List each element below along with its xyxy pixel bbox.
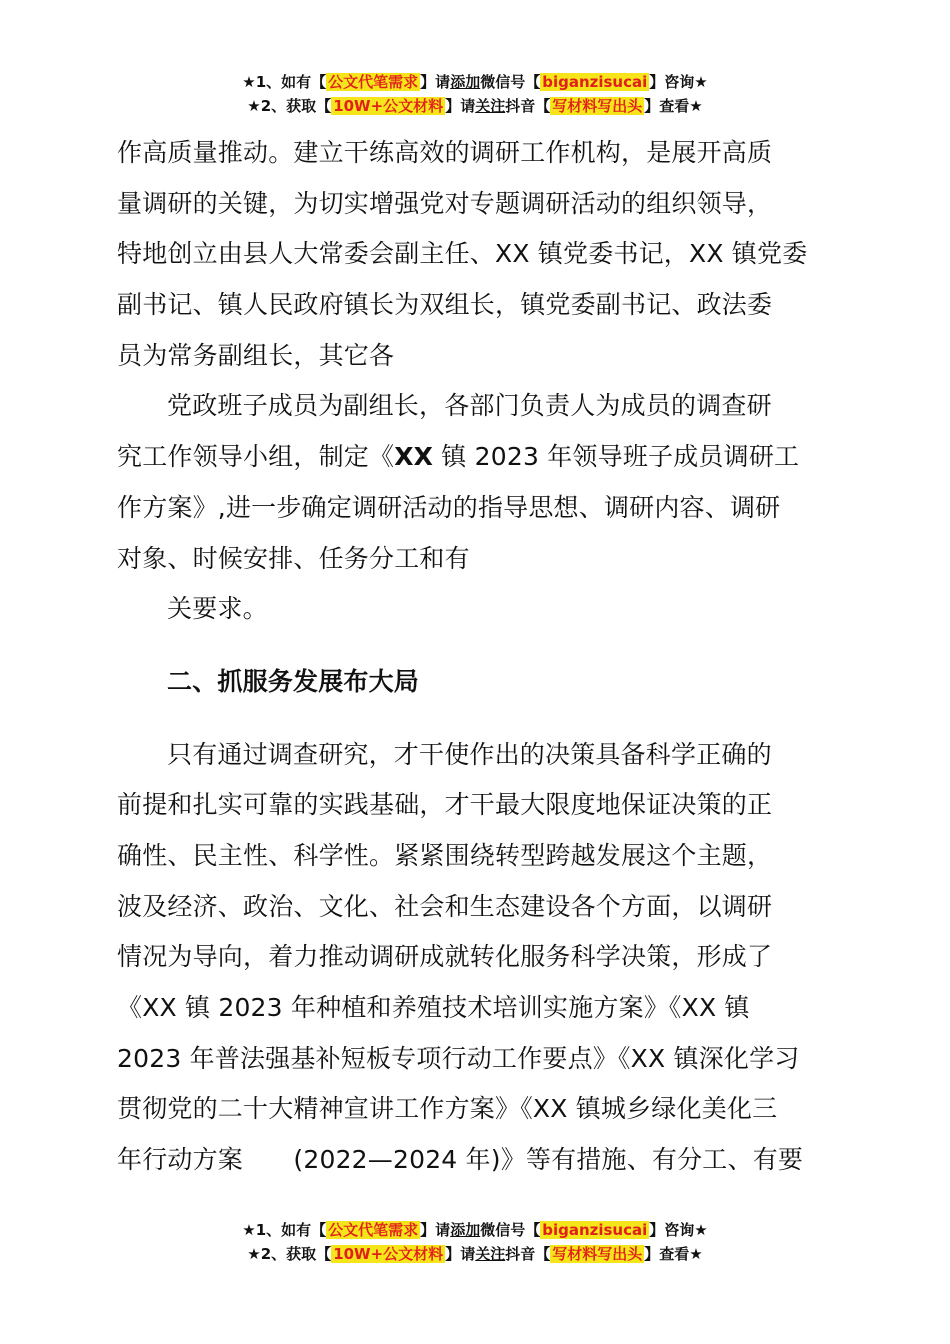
- banner-highlight-douyin: 写材料写出头: [552, 97, 643, 115]
- body-text: 究工作领导小组，制定《: [117, 442, 395, 472]
- banner-underline: 关注: [475, 1245, 506, 1263]
- footer-banner: [0, 1218, 950, 1266]
- banner-line-2: [0, 94, 950, 118]
- body-line: 波及经济、政治、文化、社会和生态建设各个方面，以调研: [117, 891, 773, 921]
- banner-text: 】咨询★: [649, 73, 708, 91]
- body-line: 作方案》,进一步确定调研活动的指导思想、调研内容、调研: [117, 492, 781, 522]
- banner-highlight-wechat: biganzisucai: [542, 73, 648, 91]
- banner-text: 】查看★: [644, 1245, 703, 1263]
- banner-underline: 添加: [450, 73, 481, 91]
- body-line: 副书记、镇人民政府镇长为双组长，镇党委副书记、政法委: [117, 290, 773, 320]
- banner-text: 抖音【: [505, 1245, 551, 1263]
- body-line: 确性、民主性、科学性。紧紧围绕转型跨越发展这个主题，: [117, 840, 773, 870]
- body-line: 贯彻党的二十大精神宣讲工作方案》《XX 镇城乡绿化美化三: [117, 1094, 778, 1124]
- body-line: 员为常务副组长，其它各: [117, 340, 395, 370]
- body-line: 情况为导向，着力推动调研成就转化服务科学决策，形成了: [117, 942, 773, 972]
- banner-text: 抖音【: [505, 97, 551, 115]
- body-line: 作高质量推动。建立干练高效的调研工作机构，是展开高质: [117, 138, 773, 167]
- banner-highlight-douyin: 写材料写出头: [552, 1245, 643, 1263]
- body-line: 只有通过调查研究，才干使作出的决策具备科学正确的: [167, 739, 772, 769]
- body-line: 年行动方案 (2022—2024 年)》等有措施、有分工、有要: [117, 1145, 804, 1175]
- body-line: [117, 432, 835, 483]
- banner-text: 微信号【: [480, 73, 541, 91]
- body-line: 关要求。: [167, 594, 268, 624]
- banner-highlight-wechat: biganzisucai: [542, 1221, 648, 1239]
- body-line: 党政班子成员为副组长，各部门负责人为成员的调查研: [167, 391, 772, 421]
- banner-text: 】咨询★: [649, 1221, 708, 1239]
- body-line: 前提和扎实可靠的实践基础，才干最大限度地保证决策的正: [117, 790, 773, 820]
- banner-text: 】查看★: [644, 97, 703, 115]
- banner-text: ★1、如有【: [242, 1221, 327, 1239]
- banner-line-2: [0, 1242, 950, 1266]
- body-line: 《XX 镇 2023 年种植和养殖技术培训实施方案》《XX 镇: [117, 993, 750, 1022]
- banner-text: ★2、获取【: [247, 1245, 332, 1263]
- banner-text: 】请: [420, 73, 451, 91]
- section-heading: 二、抓服务发展布大局: [167, 666, 420, 696]
- banner-text: 微信号【: [480, 1221, 541, 1239]
- body-line: 对象、时候安排、任务分工和有: [117, 543, 470, 573]
- banner-line-1: [0, 1218, 950, 1242]
- banner-underline: 添加: [450, 1221, 481, 1239]
- body-line: 特地创立由县人大常委会副主任、XX 镇党委书记，XX 镇党委: [117, 239, 808, 269]
- banner-highlight: 10W+公文材料: [333, 1245, 444, 1263]
- body-text: 镇 2023 年领导班子成员调研工: [433, 442, 800, 472]
- banner-line-1: [0, 70, 950, 94]
- banner-underline: 关注: [475, 97, 506, 115]
- banner-highlight: 公文代笔需求: [328, 73, 419, 91]
- banner-text: ★2、获取【: [247, 97, 332, 115]
- header-banner: [0, 70, 950, 118]
- banner-highlight: 10W+公文材料: [333, 97, 444, 115]
- banner-text: ★1、如有【: [242, 73, 327, 91]
- banner-text: 】请: [420, 1221, 451, 1239]
- banner-highlight: 公文代笔需求: [328, 1221, 419, 1239]
- body-bold-text: XX: [394, 442, 434, 472]
- document-body: [117, 128, 835, 1186]
- banner-text: 】请: [445, 1245, 476, 1263]
- banner-text: 】请: [445, 97, 476, 115]
- body-line: 2023 年普法强基补短板专项行动工作要点》《XX 镇深化学习: [117, 1043, 800, 1073]
- body-line: 量调研的关键，为切实增强党对专题调研活动的组织领导，: [117, 188, 773, 218]
